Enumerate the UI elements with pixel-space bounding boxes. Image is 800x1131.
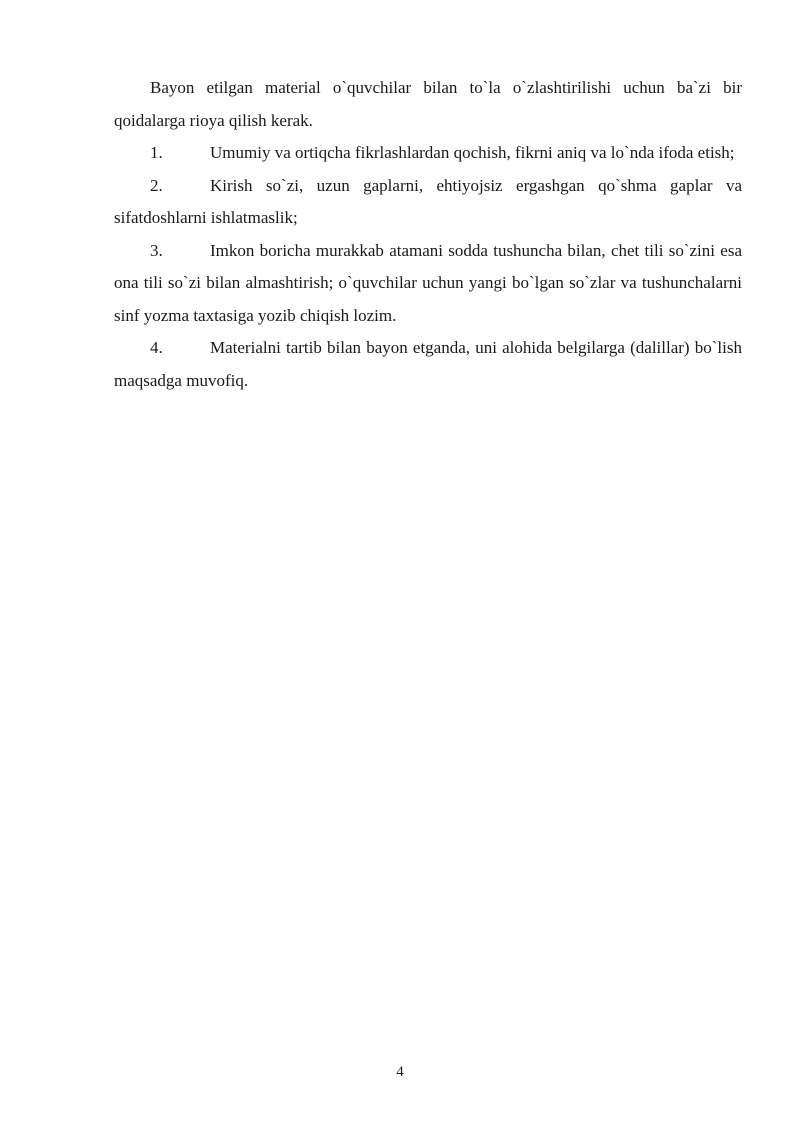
intro-paragraph: Bayon etilgan material o`quvchilar bilan to`la o`zlashtirilishi uchun ba`zi bir qoidalarga rioya qilish kerak. [114,78,742,130]
list-item-text: Materialni tartib bilan bayon etganda, uni alohida belgilarga (dalillar) bo`lish maqsadga muvofiq. [114,338,742,390]
list-item-number: 3. [150,240,163,260]
list-item-text: Imkon boricha murakkab atamani sodda tushuncha bilan, chet tili so`zini esa ona tili so`zi bilan almashtirish; o`quvchilar uchun yangi bo`lgan so`zlar va tushunchalarni sinf yozma taxtasiga yozib chiqish lozim. [114,240,742,325]
list-item-number: 4. [150,338,163,357]
page-body [114,72,742,397]
list-item [114,235,742,333]
list-item-text: Umumiy va ortiqcha fikrlashlardan qochish, fikrni aniq va lo`nda ifoda etish; [210,143,735,162]
list-item [114,332,742,397]
list-item-text: Kirish so`zi, uzun gaplarni, ehtiyojsiz ergashgan qo`shma gaplar va sifatdoshlarni ishlatmaslik; [114,175,742,227]
list-item [114,170,742,235]
list-item-number: 2. [150,175,163,195]
list-item [114,137,742,170]
page-number: 4 [396,1064,404,1080]
list-item-number: 1. [150,143,163,162]
